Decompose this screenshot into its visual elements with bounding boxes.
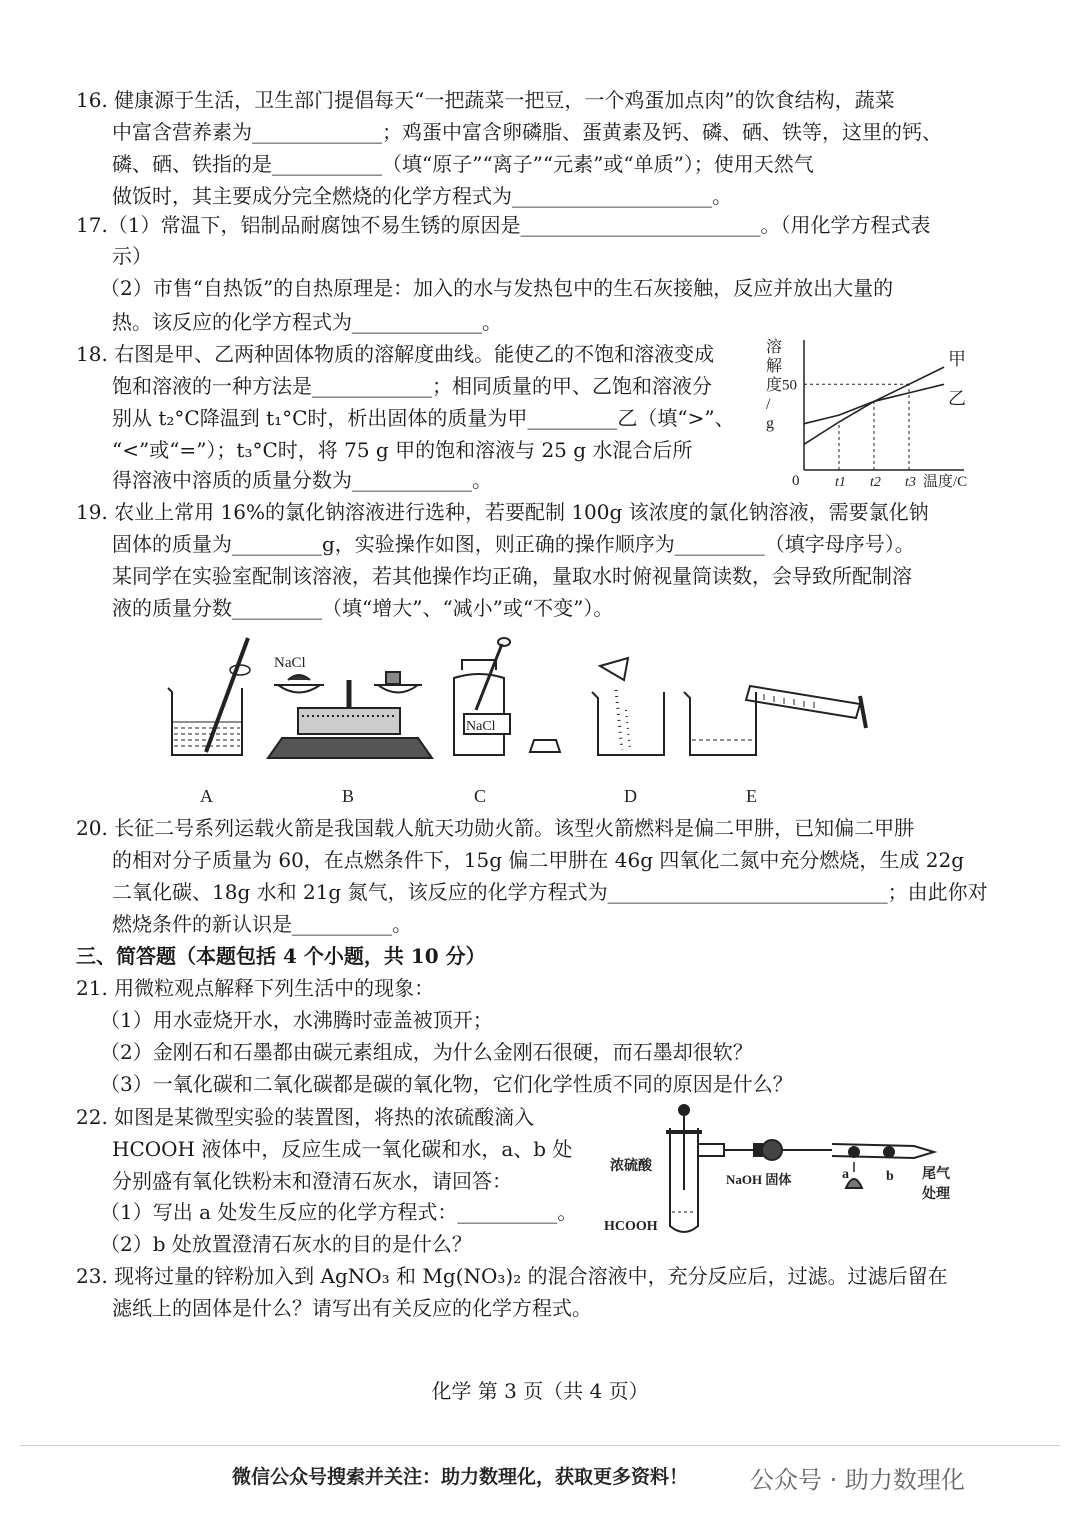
naoh-bulb [762,1140,782,1160]
q21-line1: 21. 用微粒观点解释下列生活中的现象： [76,976,435,1000]
q16-line2: 中富含营养素为_____________；鸡蛋中富含卵磷脂、蛋黄素及钙、磷、硒、铁等，这里的钙、 [112,120,942,144]
fig-e-beaker-cylinder [684,686,866,755]
q22-line2: HCOOH 液体中，反应生成一氧化碳和水，a、b 处 [112,1137,573,1161]
y-label-char: g [766,415,774,432]
q17-line3: （2）市售“自热饭”的自热原理是：加入的水与发热包中的生石灰接触，反应并放出大量的 [100,276,894,300]
q23-line2: 滤纸上的固体是什么？请写出有关反应的化学方程式。 [112,1296,592,1320]
fig-labels [200,786,757,806]
label-treatment: 处理 [922,1187,950,1202]
fig-label-a: A [200,786,213,806]
q21-line2: （1）用水壶烧开水，水沸腾时壶盖被顶开； [100,1008,493,1032]
watermark-divider [20,1445,1060,1446]
series-yi-label: 乙 [948,388,966,409]
fig-label-b: B [342,786,355,806]
label-hcooh: HCOOH [604,1219,658,1234]
fig-c-reagent-bottle [454,638,560,755]
page-footer: 化学 第 3 页（共 4 页） [431,1379,649,1403]
fig-label-c: C [474,786,487,806]
q17-line2: 示） [112,244,152,268]
q22-line1: 22. 如图是某微型实验的装置图，将热的浓硫酸滴入 [76,1105,535,1129]
q18-line5: 得溶液中溶质的质量分数为____________。 [112,468,492,492]
x-tick-t3: t3 [905,475,916,490]
origin-label: 0 [792,473,800,489]
watermark-text: 微信公众号搜索并关注：助力数理化，获取更多资料！ [232,1466,689,1488]
q16-line3: 磷、硒、铁指的是___________（填“原子”“离子”“元素”或“单质”）；使用天然气 [112,152,814,176]
dropper-bulb [679,1105,689,1115]
q16-line4: 做饭时，其主要成分完全燃烧的化学方程式为____________________。 [112,184,732,208]
label-b: b [886,1169,894,1184]
q22-line3: 分别盛有氧化铁粉末和澄清石灰水，请回答： [112,1169,512,1193]
q16-line1: 16. 健康源于生活，卫生部门提倡每天“一把蔬菜一把豆，一个鸡蛋加点肉”的饮食结构，蔬菜 [76,88,895,112]
y-label-char: 溶 [766,339,783,356]
brand-text: 公众号 · 助力数理化 [750,1466,965,1494]
fig-b-nacl-label: NaCl [274,655,306,671]
q21-line4: （3）一氧化碳和二氧化碳都是碳的氧化物，它们化学性质不同的原因是什么？ [100,1072,793,1096]
q19-line2: 固体的质量为_________g，实验操作如图，则正确的操作顺序为_________（填字母序号）。 [112,532,915,556]
q22-apparatus-figure [604,1100,960,1240]
q20-line2: 的相对分子质量为 60，在点燃条件下，15g 偏二甲肼在 46g 四氧化二氮中充分燃烧，生成 22g [112,848,964,872]
q18-line2: 饱和溶液的一种方法是____________；相同质量的甲、乙饱和溶液分 [112,374,712,398]
q17-line1: 17.（1）常温下，铝制品耐腐蚀不易生锈的原因是________________________。（用化学方程式表 [76,213,931,237]
x-axis-label: 温度/C [923,474,968,490]
y-label-char: / [766,396,771,413]
q21-line3: （2）金刚石和石墨都由碳元素组成，为什么金刚石很硬，而石墨却很软？ [100,1040,753,1064]
y-tick-50: 50 [782,377,797,394]
series-jia-label: 甲 [948,349,966,370]
section-3-heading: 三、简答题（本题包括 4 个小题，共 10 分） [76,944,486,968]
q20-line4: 燃烧条件的新认识是__________。 [112,912,412,936]
q20-line1: 20. 长征二号系列运载火箭是我国载人航天功勋火箭。该型火箭燃料是偏二甲肼，已知偏二甲肼 [76,816,915,840]
q19-apparatus-figure [160,630,880,815]
chart-axes [804,340,964,470]
fig-label-e: E [746,786,757,806]
label-a: a [842,1167,849,1182]
q23-line1: 23. 现将过量的锌粉加入到 AgNO₃ 和 Mg(NO₃)₂ 的混合溶液中，充分反应后，过滤。过滤后留在 [76,1264,948,1288]
q19-line3: 某同学在实验室配制该溶液，若其他操作均正确，量取水时俯视量筒读数，会导致所配制溶 [112,564,912,588]
y-label-char: 度 [766,377,783,394]
brand-tag [750,1460,965,1495]
fig-b-balance [268,655,432,758]
q20-line3: 二氧化碳、18g 水和 21g 氮气，该反应的化学方程式为____________________________；由此你对 [112,880,988,904]
label-naoh-solid: NaOH 固体 [726,1172,792,1187]
q22-line5: （2）b 处放置澄清石灰水的目的是什么？ [100,1232,472,1256]
q18-line4: “<”或“=”）；t₃°C时，将 75 g 甲的饱和溶液与 25 g 水混合后所 [112,438,693,462]
fig-d-beaker-pouring [592,658,664,755]
y-label-char: 解 [766,358,783,375]
x-tick-t2: t2 [870,475,881,490]
fig-a-beaker-stirring [168,638,250,755]
q18-line3: 别从 t₂°C降温到 t₁°C时，析出固体的质量为甲_________乙（填“>”、 [112,406,735,430]
chart-labels [766,338,967,490]
q19-line1: 19. 农业上常用 16%的氯化钠溶液进行选种，若要配制 100g 该浓度的氯化钠溶液，需要氯化钠 [76,500,929,524]
q18-line1: 18. 右图是甲、乙两种固体物质的溶解度曲线。能使乙的不饱和溶液变成 [76,342,715,366]
label-conc-acid: 浓硫酸 [610,1159,652,1174]
solubility-chart [760,334,975,494]
x-tick-t1: t1 [835,475,846,490]
q22-line4: （1）写出 a 处发生反应的化学方程式：__________。 [100,1200,578,1224]
q19-line4: 液的质量分数_________（填“增大”、“减小”或“不变”）。 [112,596,614,620]
fig-label-d: D [624,786,637,806]
fig-c-nacl-label: NaCl [466,719,496,734]
q17-line4: 热。该反应的化学方程式为_____________。 [112,310,502,334]
label-tail-gas: 尾气 [922,1167,950,1182]
